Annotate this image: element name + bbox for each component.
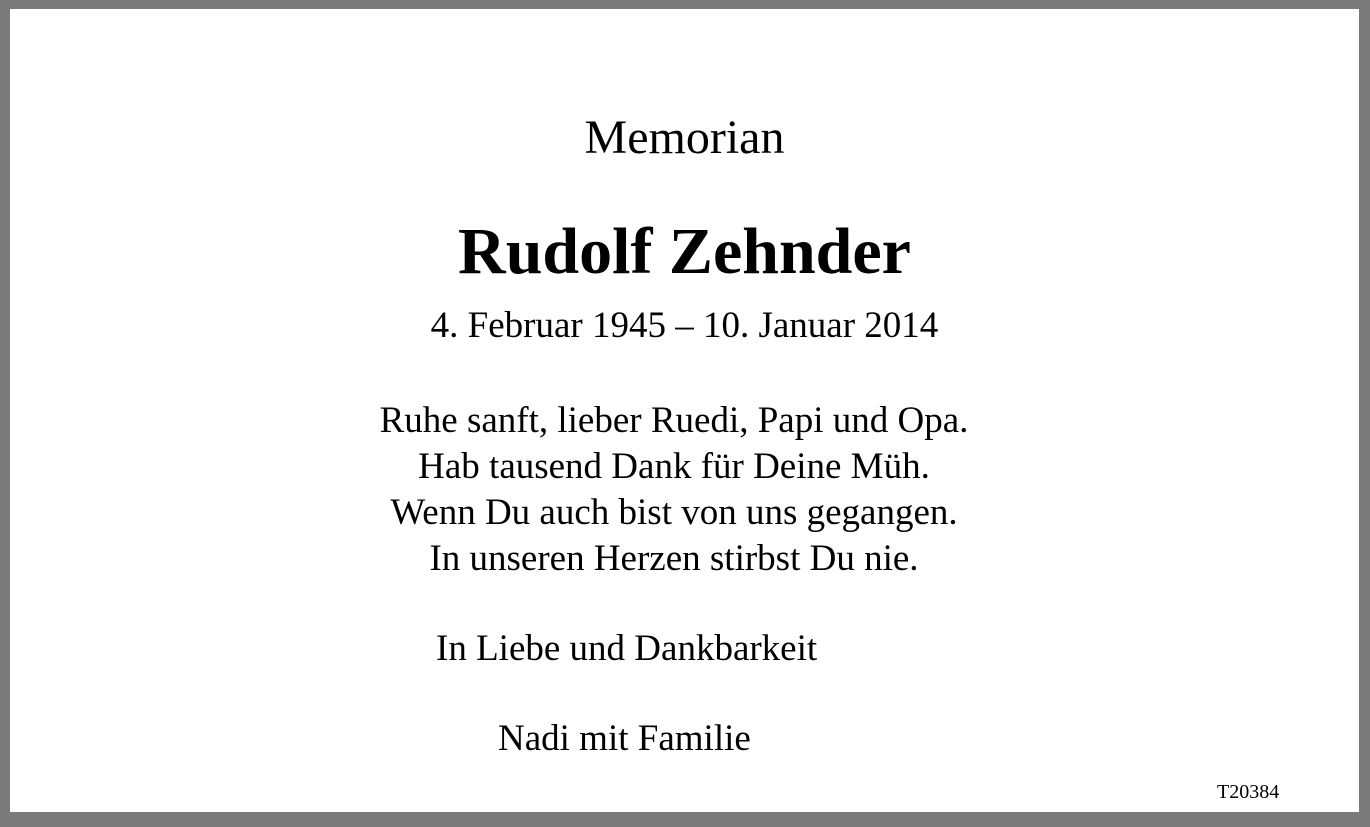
obituary-notice (10, 9, 1359, 812)
verse-line: Ruhe sanft, lieber Ruedi, Papi und Opa. (379, 400, 969, 441)
verse-line: Hab tausend Dank für Deine Müh. (418, 446, 930, 487)
memorial-verse (343, 398, 1005, 582)
closing-phrase: In Liebe und Dankbarkeit (436, 628, 818, 669)
reference-code: T20384 (1217, 781, 1280, 803)
notice-heading: Memorian (584, 111, 785, 164)
verse-line: Wenn Du auch bist von uns gegangen. (390, 492, 958, 533)
deceased-name: Rudolf Zehnder (458, 215, 911, 288)
life-dates: 4. Februar 1945 – 10. Januar 2014 (430, 305, 939, 346)
signature: Nadi mit Familie (498, 718, 751, 759)
verse-line: In unseren Herzen stirbst Du nie. (429, 538, 919, 579)
